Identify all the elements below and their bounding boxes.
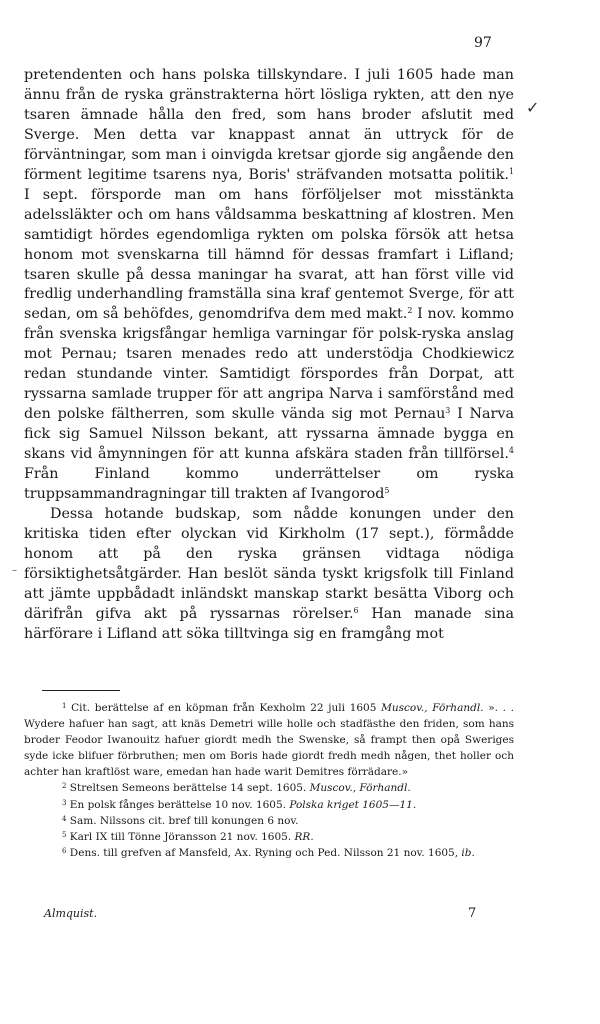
footnote-source: Polska kriget 1605—11. — [289, 798, 417, 811]
footnote-5 — [24, 829, 514, 845]
footnote-source: Muscov., Förhandl. — [309, 782, 411, 795]
footnote-ref-2: 2 — [407, 306, 413, 316]
footnote-ref-3: 3 — [445, 406, 451, 416]
footnote-ref-4: 4 — [508, 446, 514, 456]
text-run: Dessa hotande budskap, som nådde konungen under den kritiska tiden efter olyckan vid Kirkholm (17 sept.), förmådde honom att på den ryska gränsen vidtaga nödiga försiktighetsåtgärder. Han beslöt sända tyskt krigsfolk till Finland att jämte uppbådadt inländskt manskap starkt besätta Viborg och därifrån gifva akt på ryssarnas rörelser. — [24, 505, 514, 622]
footnote-4 — [24, 813, 514, 829]
footnote-ref-1: 1 — [508, 166, 514, 176]
main-text — [24, 66, 514, 645]
footnote-ref-5: 5 — [384, 486, 390, 496]
footnote-text: Sam. Nilssons cit. bref till konungen 6 nov. — [66, 814, 299, 827]
text-run: Han manade sina härförare i Lifland att söka tilltvinga sig en framgång mot — [24, 605, 514, 642]
text-run: I sept. försporde man om hans förföljelser mot misstänkta adelssläkter och om hans våldsamma beskattning af klostren. Men samtidigt hördes egendomliga rykten om polska försök att hetsa honom mot svenskarna till hämnd för dessas framfart i Lifland; tsaren skulle på dessa maningar ha svarat, att han först ville vid fredlig underhandling framställa sina kraf gentemot Sverge, för att sedan, om så behöfdes, genomdrifva dem med makt. — [24, 186, 514, 323]
footnotes — [24, 700, 514, 861]
footnote-6 — [24, 845, 514, 861]
footnote-mark: 3 — [62, 798, 67, 807]
footnote-1 — [24, 700, 514, 780]
footnote-text: Streltsen Semeons berättelse 14 sept. 1605. — [66, 782, 310, 795]
author-signature: Almquist. — [44, 907, 98, 920]
footnote-mark: 1 — [62, 702, 67, 710]
margin-checkmark: ✓ — [526, 98, 540, 117]
footnote-mark: 4 — [62, 814, 67, 823]
footnote-mark: 6 — [62, 846, 67, 855]
text-run: I Narva fick sig Samuel Nilsson bekant, att ryssarna ämnade bygga en skans vid åmynningen för att kunna afskära staden från tillförsel. — [24, 406, 514, 463]
paragraph-2 — [24, 505, 514, 645]
footnote-source: ib. — [461, 846, 475, 859]
page-number: 97 — [474, 35, 492, 51]
footnote-source: RR. — [294, 830, 314, 843]
margin-mark: – — [12, 565, 17, 576]
footnote-source: Muscov., Förhandl. — [381, 702, 484, 714]
sheet-number: 7 — [468, 906, 477, 921]
footnote-text: Cit. berättelse af en köpman från Kexholm 22 juli 1605 — [66, 702, 382, 714]
text-run: pretendenten och hans polska tillskyndare. I juli 1605 hade man ännu från de ryska gränstrakterna hört lösliga rykten, att den nye tsaren ämnade hålla den fred, som hans broder afslutit med Sverge. Men detta var knappast annat än uttryck för de förväntningar, som man i oinvigda kretsar gjorde sig angående den förment legitime tsarens nya, Boris' sträfvanden motsatta politik. — [24, 67, 514, 183]
footnote-text: Dens. till grefven af Mansfeld, Ax. Ryning och Ped. Nilsson 21 nov. 1605, — [66, 846, 462, 859]
paragraph-1 — [24, 66, 514, 505]
footnote-quote: ». . . Wydere hafuer han sagt, att knäs Demetri wille holle och stadfästhe den friden, som hans broder Feodor Iwanouitz hafuer giordt medh the Swenske, så frampt then opå Sweriges syde icke blifuer förbruthen; men om Boris hade giordt fredh medh någen, thet holler och achter han kraftlöst ware, emedan han hade warit Demitres förrädare.» — [24, 702, 514, 779]
text-run: Från Finland kommo underrättelser om ryska truppsammandragningar till trakten af Ivangorod — [24, 466, 514, 503]
footnote-mark: 5 — [62, 830, 67, 839]
footnote-2 — [24, 780, 514, 796]
footnote-text: En polsk fånges berättelse 10 nov. 1605. — [66, 798, 290, 811]
footnote-text: Karl IX till Tönne Jöransson 21 nov. 1605. — [66, 830, 295, 843]
footnote-ref-6: 6 — [353, 605, 359, 615]
signature-line — [44, 906, 477, 921]
footnote-3 — [24, 797, 514, 813]
footnote-divider — [42, 690, 120, 691]
text-run: I nov. kommo från svenska krigsfångar hemliga varningar för polsk-ryska anslag mot Pernau; tsaren menades redo att understödja Chodkiewicz redan stundande vinter. Samtidigt förspordes från Dorpat, att ryssarna samlade trupper för att angripa Narva i samförstånd med den polske fältherren, som skulle vända sig mot Pernau — [24, 306, 514, 423]
footnote-mark: 2 — [62, 782, 67, 791]
